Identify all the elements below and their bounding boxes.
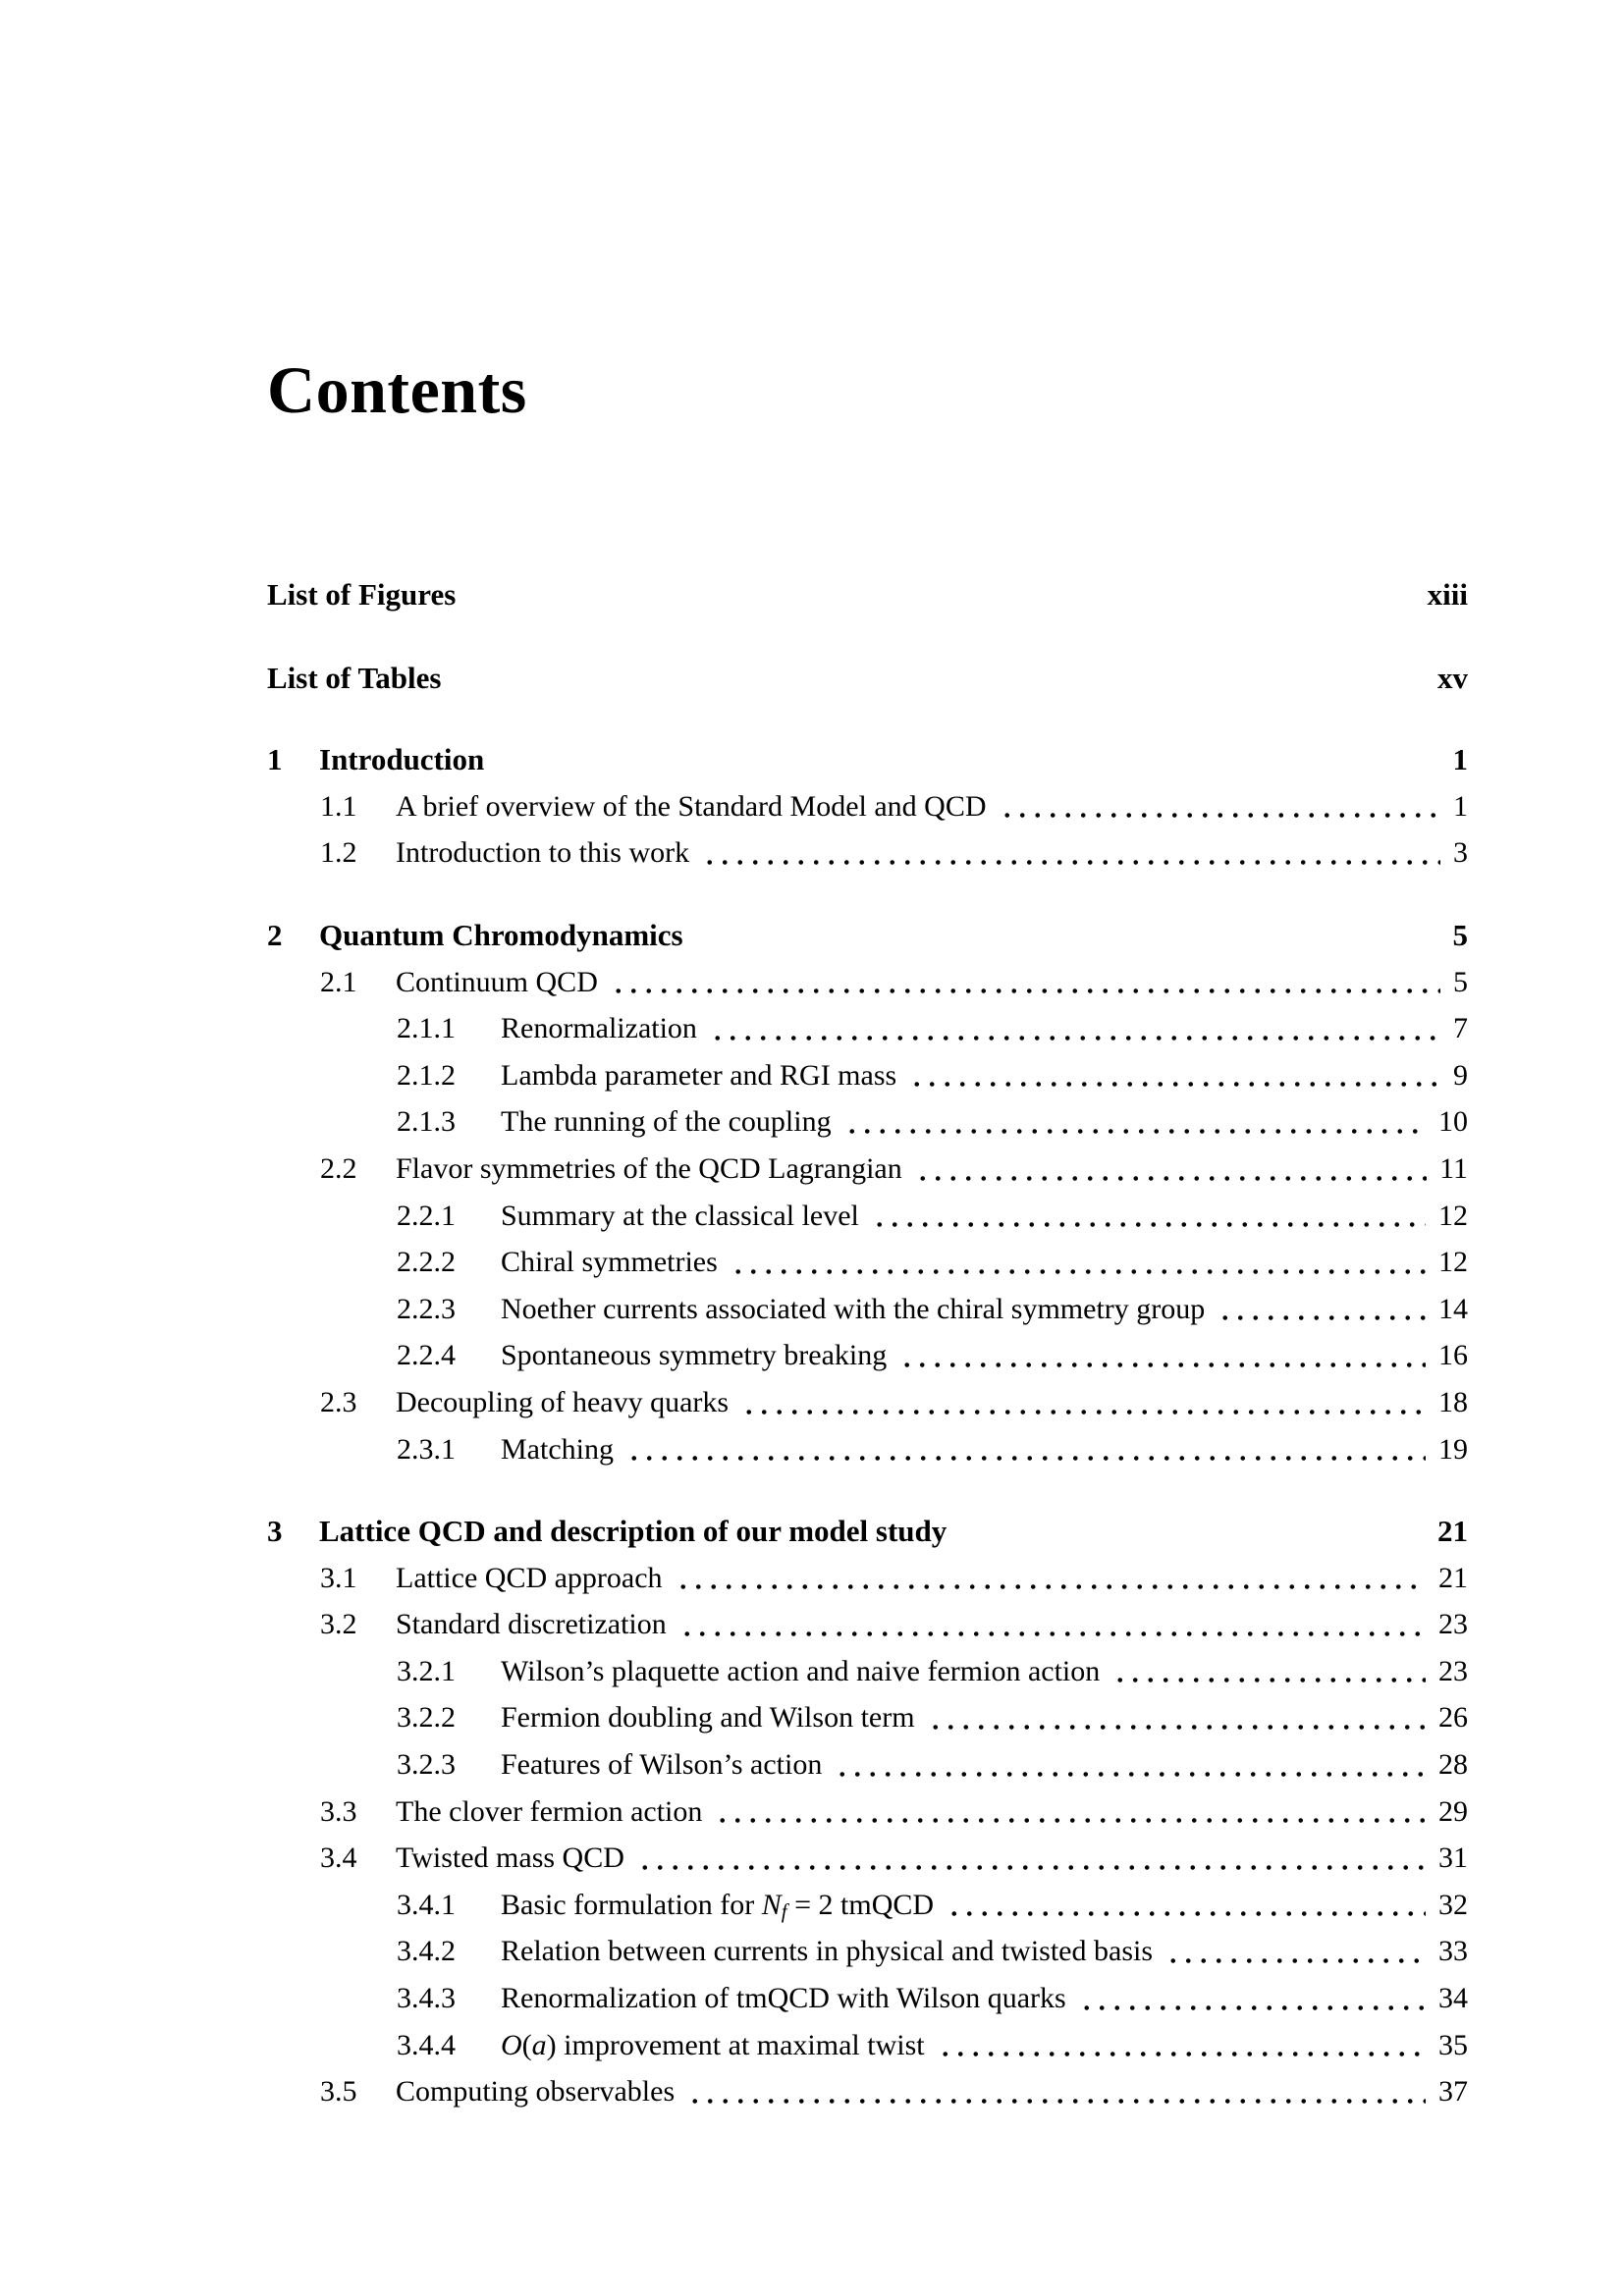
dot-leader bbox=[911, 1146, 1427, 1193]
toc-entry-number: 1.2 bbox=[320, 836, 357, 870]
toc-entry-row[interactable] bbox=[267, 1648, 1468, 1695]
toc-entry-number: 3.4.4 bbox=[397, 2028, 456, 2061]
toc-chapter-row[interactable] bbox=[267, 736, 1468, 783]
toc-page-number: 1 bbox=[1452, 742, 1468, 777]
toc-entry-number: 3.1 bbox=[320, 1561, 357, 1594]
toc-entry-page-number: 7 bbox=[1453, 1012, 1468, 1045]
dot-leader bbox=[737, 1379, 1426, 1426]
toc-entry-title: Chiral symmetries bbox=[501, 1246, 718, 1279]
toc-entry-number: 2.2.1 bbox=[397, 1199, 456, 1232]
toc-entry-title: Standard discretization bbox=[396, 1608, 667, 1641]
toc-entry-row[interactable] bbox=[267, 829, 1468, 877]
toc-chapter-row[interactable] bbox=[267, 912, 1468, 959]
toc-entry-page-number: 5 bbox=[1453, 965, 1468, 998]
toc-entry-number: 2.1 bbox=[320, 965, 357, 998]
toc-entry-page-number: 23 bbox=[1438, 1608, 1468, 1641]
toc-entry-row[interactable] bbox=[267, 1332, 1468, 1379]
toc-entry-title: Twisted mass QCD bbox=[396, 1842, 624, 1875]
toc-entry-page-number: 29 bbox=[1438, 1794, 1468, 1828]
dot-leader bbox=[607, 959, 1440, 1006]
dot-leader bbox=[831, 1741, 1426, 1789]
toc-entry-title-part: = 2 tmQCD bbox=[786, 1888, 935, 1921]
toc-entry-page-number: 26 bbox=[1438, 1701, 1468, 1735]
toc-entry-title-part: f bbox=[781, 1898, 787, 1923]
toc-chapter-title: Introduction bbox=[319, 742, 485, 777]
toc-entry-number: 3.4.1 bbox=[397, 1888, 456, 1921]
toc-entry-title-part: a bbox=[531, 2028, 547, 2061]
toc-entry-number: 3.2 bbox=[320, 1608, 357, 1641]
toc-entry-page-number: 34 bbox=[1438, 1982, 1468, 2015]
toc-chapter-number: 3 bbox=[267, 1514, 283, 1549]
toc-entry-title: Features of Wilson’s action bbox=[501, 1748, 823, 1782]
dot-leader bbox=[895, 1332, 1426, 1379]
toc-entry-page-number: 33 bbox=[1438, 1935, 1468, 1968]
toc-front-matter-item[interactable] bbox=[267, 571, 1468, 618]
toc-page-number: xiii bbox=[1427, 577, 1468, 612]
toc-entry-page-number: 23 bbox=[1438, 1654, 1468, 1687]
toc-entry-title: A brief overview of the Standard Model and QCD bbox=[396, 789, 987, 823]
toc-entry-number: 2.2.2 bbox=[397, 1246, 456, 1279]
toc-page-number: 21 bbox=[1437, 1514, 1468, 1549]
toc-entry-row[interactable] bbox=[267, 1193, 1468, 1240]
toc-entry-title: Summary at the classical level bbox=[501, 1199, 859, 1232]
toc-entry-title-part: ) improvement at maximal twist bbox=[546, 2028, 925, 2061]
dot-leader bbox=[727, 1239, 1426, 1286]
dot-leader bbox=[633, 1835, 1426, 1882]
toc-entry-row[interactable] bbox=[267, 1882, 1468, 1929]
toc-entry-number: 3.2.2 bbox=[397, 1701, 456, 1735]
toc-entry-number: 3.4.3 bbox=[397, 1982, 456, 2015]
toc-entry-title: Fermion doubling and Wilson term bbox=[501, 1701, 915, 1735]
table-of-contents bbox=[267, 571, 1468, 2115]
toc-entry-page-number: 31 bbox=[1438, 1842, 1468, 1875]
dot-leader bbox=[1109, 1648, 1426, 1695]
toc-entry-title: Computing observables bbox=[396, 2075, 676, 2109]
toc-entry-title: Introduction to this work bbox=[396, 836, 690, 870]
toc-entry-title: Wilson’s plaquette action and naive fermion action bbox=[501, 1654, 1101, 1687]
dot-leader bbox=[672, 1555, 1426, 1602]
toc-entry-title: Renormalization of tmQCD with Wilson quarks bbox=[501, 1982, 1066, 2015]
dot-leader bbox=[1214, 1286, 1426, 1333]
toc-entry-row[interactable] bbox=[267, 1789, 1468, 1836]
toc-entry-row[interactable] bbox=[267, 1975, 1468, 2022]
dot-leader bbox=[706, 1005, 1440, 1052]
toc-entry-row[interactable] bbox=[267, 1239, 1468, 1286]
toc-entry-number: 2.2 bbox=[320, 1151, 357, 1185]
toc-entry-number: 3.5 bbox=[320, 2075, 357, 2109]
toc-entry-page-number: 12 bbox=[1438, 1246, 1468, 1279]
toc-chapter-number: 2 bbox=[267, 917, 283, 952]
toc-entry-page-number: 3 bbox=[1453, 836, 1468, 870]
page-title: Contents bbox=[267, 352, 527, 427]
toc-entry-number: 2.2.3 bbox=[397, 1292, 456, 1325]
toc-entry-row[interactable] bbox=[267, 2022, 1468, 2069]
toc-entry-page-number: 11 bbox=[1439, 1151, 1468, 1185]
toc-entry-number: 3.2.3 bbox=[397, 1748, 456, 1782]
dot-leader bbox=[934, 2022, 1426, 2069]
toc-entry-title: Relation between currents in physical and twisted basis bbox=[501, 1935, 1153, 1968]
toc-chapter-row[interactable] bbox=[267, 1508, 1468, 1555]
toc-front-matter-label: List of Tables bbox=[267, 660, 442, 695]
toc-entry-row[interactable] bbox=[267, 959, 1468, 1006]
dot-leader bbox=[943, 1882, 1426, 1929]
toc-entry-number: 2.3 bbox=[320, 1385, 357, 1418]
toc-entry-title: Noether currents associated with the chiral symmetry group bbox=[501, 1292, 1206, 1325]
toc-entry-page-number: 32 bbox=[1438, 1888, 1468, 1921]
dot-leader bbox=[1075, 1975, 1426, 2022]
toc-entry-title: Lattice QCD approach bbox=[396, 1561, 663, 1594]
toc-entry-page-number: 35 bbox=[1438, 2028, 1468, 2061]
toc-entry-row[interactable] bbox=[267, 1286, 1468, 1333]
toc-entry-title-part: ( bbox=[521, 2028, 532, 2061]
toc-entry-title: Decoupling of heavy quarks bbox=[396, 1385, 730, 1418]
toc-entry-title-part: Basic formulation for bbox=[501, 1888, 762, 1921]
toc-entry-page-number: 12 bbox=[1438, 1199, 1468, 1232]
toc-entry-title-part: N bbox=[761, 1888, 782, 1921]
toc-entry-title: Renormalization bbox=[501, 1012, 697, 1045]
toc-entry-row[interactable] bbox=[267, 2068, 1468, 2115]
dot-leader bbox=[996, 783, 1440, 830]
toc-entry-title-part: O bbox=[501, 2028, 522, 2061]
toc-chapter-number: 1 bbox=[267, 742, 283, 777]
toc-entry-number: 3.2.1 bbox=[397, 1654, 456, 1687]
toc-entry-page-number: 28 bbox=[1438, 1748, 1468, 1782]
toc-entry-page-number: 10 bbox=[1438, 1105, 1468, 1139]
toc-entry-title bbox=[501, 1882, 934, 1932]
toc-entry-title: The clover fermion action bbox=[396, 1794, 703, 1828]
toc-chapter-title: Lattice QCD and description of our model study bbox=[319, 1514, 947, 1549]
toc-entry-row[interactable] bbox=[267, 1379, 1468, 1426]
toc-entry-number: 2.3.1 bbox=[397, 1432, 456, 1466]
dot-leader bbox=[924, 1694, 1426, 1741]
dot-leader bbox=[711, 1789, 1426, 1836]
toc-entry-number: 2.1.3 bbox=[397, 1105, 456, 1139]
toc-entry-row[interactable] bbox=[267, 1555, 1468, 1602]
dot-leader bbox=[1162, 1928, 1426, 1975]
toc-entry-page-number: 21 bbox=[1438, 1561, 1468, 1594]
toc-entry-row[interactable] bbox=[267, 1741, 1468, 1789]
toc-entry-title: Spontaneous symmetry breaking bbox=[501, 1339, 888, 1372]
toc-entry-page-number: 19 bbox=[1438, 1432, 1468, 1466]
toc-entry-title: The running of the coupling bbox=[501, 1105, 832, 1139]
toc-page-number: 5 bbox=[1452, 917, 1468, 952]
toc-entry-row[interactable] bbox=[267, 1098, 1468, 1146]
toc-entry-title bbox=[501, 2022, 925, 2069]
toc-entry-row[interactable] bbox=[267, 1835, 1468, 1882]
toc-entry-page-number: 14 bbox=[1438, 1292, 1468, 1325]
dot-leader bbox=[676, 1601, 1426, 1648]
toc-entry-page-number: 16 bbox=[1438, 1339, 1468, 1372]
toc-chapter-title: Quantum Chromodynamics bbox=[319, 917, 683, 952]
toc-entry-row[interactable] bbox=[267, 1601, 1468, 1648]
toc-entry-title: Lambda parameter and RGI mass bbox=[501, 1058, 897, 1092]
toc-entry-number: 3.4.2 bbox=[397, 1935, 456, 1968]
toc-entry-row[interactable] bbox=[267, 1005, 1468, 1052]
toc-entry-page-number: 1 bbox=[1453, 789, 1468, 823]
toc-entry-title: Flavor symmetries of the QCD Lagrangian bbox=[396, 1151, 902, 1185]
toc-entry-number: 3.3 bbox=[320, 1794, 357, 1828]
contents-page-body bbox=[267, 352, 1468, 2115]
dot-leader bbox=[623, 1426, 1426, 1473]
toc-entry-number: 2.1.2 bbox=[397, 1058, 456, 1092]
toc-entry-row[interactable] bbox=[267, 1928, 1468, 1975]
toc-entry-page-number: 37 bbox=[1438, 2075, 1468, 2109]
toc-entry-number: 2.1.1 bbox=[397, 1012, 456, 1045]
dot-leader bbox=[840, 1098, 1426, 1146]
dot-leader bbox=[683, 2068, 1426, 2115]
toc-entry-page-number: 9 bbox=[1453, 1058, 1468, 1092]
toc-entry-row[interactable] bbox=[267, 1426, 1468, 1473]
dot-leader bbox=[905, 1052, 1440, 1099]
toc-entry-title: Matching bbox=[501, 1432, 614, 1466]
toc-front-matter-item[interactable] bbox=[267, 655, 1468, 702]
toc-entry-number: 2.2.4 bbox=[397, 1339, 456, 1372]
toc-entry-page-number: 18 bbox=[1438, 1385, 1468, 1418]
toc-entry-number: 1.1 bbox=[320, 789, 357, 823]
dot-leader bbox=[698, 829, 1440, 877]
dot-leader bbox=[868, 1193, 1426, 1240]
toc-front-matter-label: List of Figures bbox=[267, 577, 457, 612]
toc-entry-title: Continuum QCD bbox=[396, 965, 598, 998]
toc-entry-row[interactable] bbox=[267, 783, 1468, 830]
toc-entry-number: 3.4 bbox=[320, 1842, 357, 1875]
toc-page-number: xv bbox=[1437, 660, 1468, 695]
toc-entry-row[interactable] bbox=[267, 1052, 1468, 1099]
toc-entry-row[interactable] bbox=[267, 1146, 1468, 1193]
toc-entry-row[interactable] bbox=[267, 1694, 1468, 1741]
